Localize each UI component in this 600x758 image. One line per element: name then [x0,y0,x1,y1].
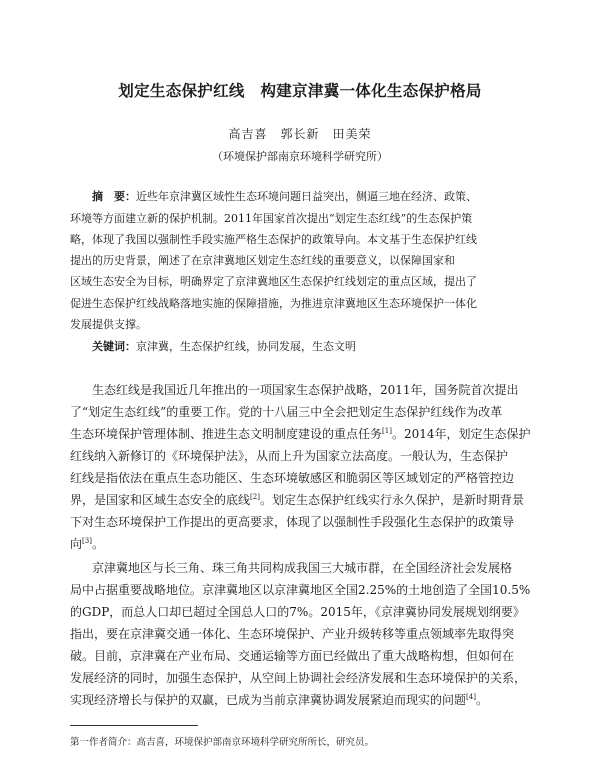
author-affiliation: （环境保护部南京环境科学研究所） [212,150,388,163]
body-line: 红线纳入新修订的《环境保护法》，从而上升为国家立法高度。一般认为，生态保护 [70,449,509,463]
body-line: 界，是国家和区域生态安全的底线[2]。划定生态保护红线实行永久保护，是新时期背景 [70,493,524,507]
author-list: 高吉喜 郭长新 田美荣 [228,127,372,141]
body-line: 的GDP，而总人口却已超过全国总人口的7%。2015年，《京津冀协同发展规划纲要》 [70,605,525,619]
body-line: 下对生态环境保护工作提出的更高要求，体现了以强制性手段强化生态保护的政策导 [70,515,515,529]
abstract-line: 区域生态安全为目标，明确界定了京津冀地区生态保护红线划定的重点区域，提出了 [70,275,477,288]
body-line: 红线是指依法在重点生态功能区、生态环境敏感区和脆弱区等区域划定的严格管控边 [70,471,515,485]
body-line: 京津冀地区与长三角、珠三角共同构成我国三大城市群，在全国经济社会发展格 [92,561,513,575]
body-line: 破。目前，京津冀在产业布局、交通运输等方面已经做出了重大战略构想，但如何在 [70,649,515,663]
keywords-label: 关键词： [92,340,136,353]
body-line: 了“划定生态红线”的重要工作。党的十八届三中全会把划定生态保护红线作为改革 [70,405,503,419]
citation-ref: [4] [466,693,476,701]
body-line: 指出，要在京津冀交通一体化、生态环境保护、产业升级转移等重点领域率先取得突 [70,627,515,641]
footnote: 第一作者简介：高吉喜，环境保护部南京环境科学研究所所长，研究员。 [70,737,375,748]
citation-ref: [3] [82,537,92,545]
abstract-line: 环境等方面建立新的保护机制。2011年国家首次提出“划定生态红线”的生态保护策 [70,212,473,225]
body-line: 向[3]。 [70,537,104,551]
citation-ref: [2] [250,493,260,501]
footnote-divider [70,725,198,726]
abstract-line: 发展提供支撑。 [70,318,147,331]
keywords [92,338,356,354]
body-line: 发展经济的同时，加强生态保护，从空间上协调社会经济发展和生态环境保护的关系， [70,671,527,685]
abstract-line: 提出的历史背景，阐述了在京津冀地区划定生态红线的重要意义，以保障国家和 [70,254,455,267]
body-line: 生态红线是我国近几年推出的一项国家生态保护战略，2011年，国务院首次提出 [92,383,519,397]
body-line: 生态环境保护管理体制、推进生态文明制度建设的重点任务[1]。2014年，划定生态保护 [70,427,531,441]
body-line: 局中占据重要战略地位。京津冀地区以京津冀地区全国2.25%的土地创造了全国10.5% [70,583,531,597]
abstract-line: 摘 要：近些年京津冀区域性生态环境问题日益突出，侧逼三地在经济、政策、 [92,190,477,203]
keywords-text: 京津冀，生态保护红线，协同发展，生态文明 [136,340,356,353]
paper-title: 划定生态保护红线 构建京津冀一体化生态保护格局 [118,82,482,100]
body-line: 实现经济增长与保护的双赢，已成为当前京津冀协调发展紧迫而现实的问题[4]。 [70,693,488,707]
abstract-label: 摘 要： [92,190,136,203]
abstract-line: 促进生态保护红线战略落地实施的保障措施，为推进京津冀地区生态环境保护一体化 [70,297,477,310]
abstract-line: 略，体现了我国以强制性手段实施严格生态保护的政策导向。本文基于生态保护红线 [70,233,477,246]
citation-ref: [1] [382,427,392,435]
